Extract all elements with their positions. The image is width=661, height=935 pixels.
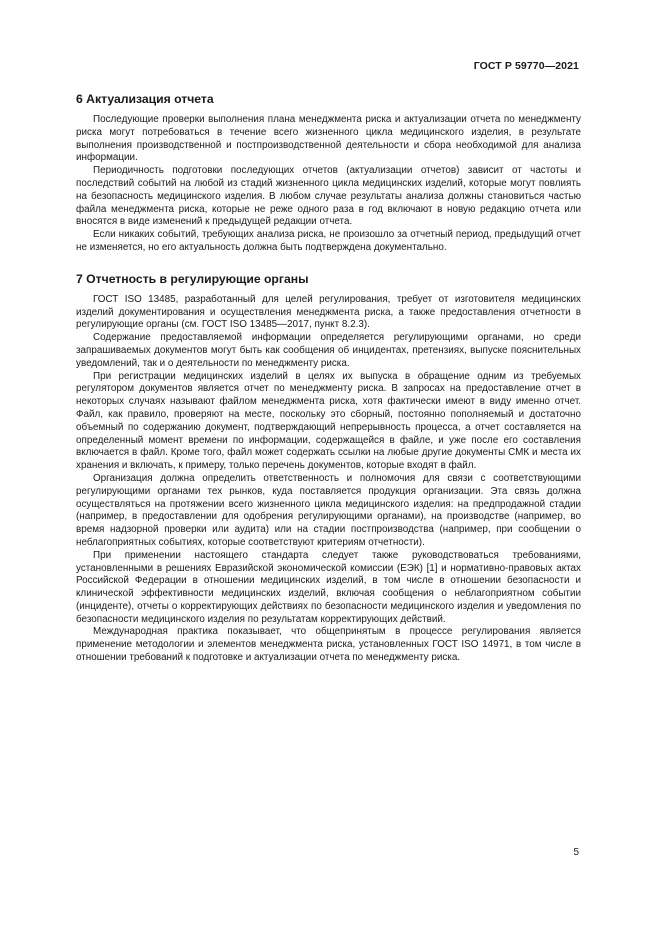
document-standard-code: ГОСТ Р 59770—2021 <box>473 60 579 72</box>
section-6-paragraph-2: Периодичность подготовки последующих отчетов (актуализации отчетов) зависит от частоты и последствий событий на любой из стадий жизненного цикла медицинских изделий, которые могут повлиять на безопасность медицинского изделия. В любом случае результаты анализа должны становиться частью файла менеджмента риска, которые не реже одного раза в год включают в новую редакцию отчета или вносятся в виде изменений к предыдущей редакции отчета. <box>76 165 581 228</box>
section-7-heading: 7 Отчетность в регулирующие органы <box>76 271 309 286</box>
section-6-paragraph-1: Последующие проверки выполнения плана менеджмента риска и актуализации отчета по менеджменту риска могут потребоваться в течение всего жизненного цикла медицинского изделия, в результате выполнения производственной и постпроизводственной деятельности и сбора необходимой для анализа информации. <box>76 114 581 164</box>
section-6-heading: 6 Актуализация отчета <box>76 92 214 106</box>
section-7-paragraph-1: ГОСТ ISO 13485, разработанный для целей регулирования, требует от изготовителя медицинских изделий документирования и осуществления менеджмента риска, а также предоставления отчетности в регулирующие органы (см. ГОСТ ISO 13485—2017, пункт 8.2.3). <box>76 293 581 331</box>
section-7-paragraph-4: Организация должна определить ответственность и полномочия для связи с соответствующими регулирующими органами тех рынков, куда поставляется продукция организации. Эта связь должна осуществляться на протяжении всего жизненного цикла медицинского изделия: на предпродажной стадии (например, в предоставлении для одобрения регулирующими органами), на производстве (например, во время надзорной проверки или аудита) или на стадии постпроизводства (например, при сообщении о неблагоприятных событиях, которые соответствуют критериям отчетности). <box>76 472 581 548</box>
document-body <box>76 91 581 665</box>
section-7-paragraph-5: При применении настоящего стандарта следует также руководствоваться требованиями, установленными в решениях Евразийской экономической комиссии (ЕЭК) [1] и нормативно-правовых актах Российской Федерации в отношении медицинских изделий, в том числе в отношении безопасности и клинической эффективности медицинских изделий, включая сообщения о неблагоприятном событии (инциденте), отчеты о корректирующих действиях по безопасности медицинского изделия и уведомления по безопасности медицинского изделия по результатам корректирующих действий. <box>76 549 581 625</box>
section-7-paragraph-3: При регистрации медицинских изделий в целях их выпуска в обращение одним из требуемых регулятором документов является отчет по менеджменту риска. В запросах на предоставление отчет в некоторых случаях называют файлом менеджмента риска, хотя фактически имеют в виду именно отчет. Файл, как правило, проверяют на месте, поскольку это сборный, постоянно пополняемый и достаточно объемный по содержанию документ, подтверждающий непрерывность процесса, а отчет составляется на определенный момент времени по информации, содержащейся в файле, и уже после его составления включается в файл. Кроме того, файл может содержать ссылки на любые другие документы СМК и места их хранения и включать, к примеру, только перечень документов, которые входят в файл. <box>76 370 581 472</box>
section-6-paragraph-3: Если никаких событий, требующих анализа риска, не произошло за отчетный период, предыдущий отчет не изменяется, но его актуальность должна быть подтверждена документально. <box>76 229 581 253</box>
section-7-paragraph-2: Содержание предоставляемой информации определяется регулирующими органами, но среди запрашиваемых документов могут быть как сообщения об инцидентах, претензиях, выпуске пояснительных уведомлений, так и о деятельности по менеджменту риска. <box>76 332 581 369</box>
section-7-paragraph-6: Международная практика показывает, что общепринятым в процессе регулирования является применение методологии и элементов менеджмента риска, установленных ГОСТ ISO 14971, в том числе в отношении требований к подготовке и актуализации отчета по менеджменту риска. <box>76 626 581 664</box>
section-7 <box>76 271 581 665</box>
section-6 <box>76 91 581 255</box>
page-number: 5 <box>573 847 579 858</box>
